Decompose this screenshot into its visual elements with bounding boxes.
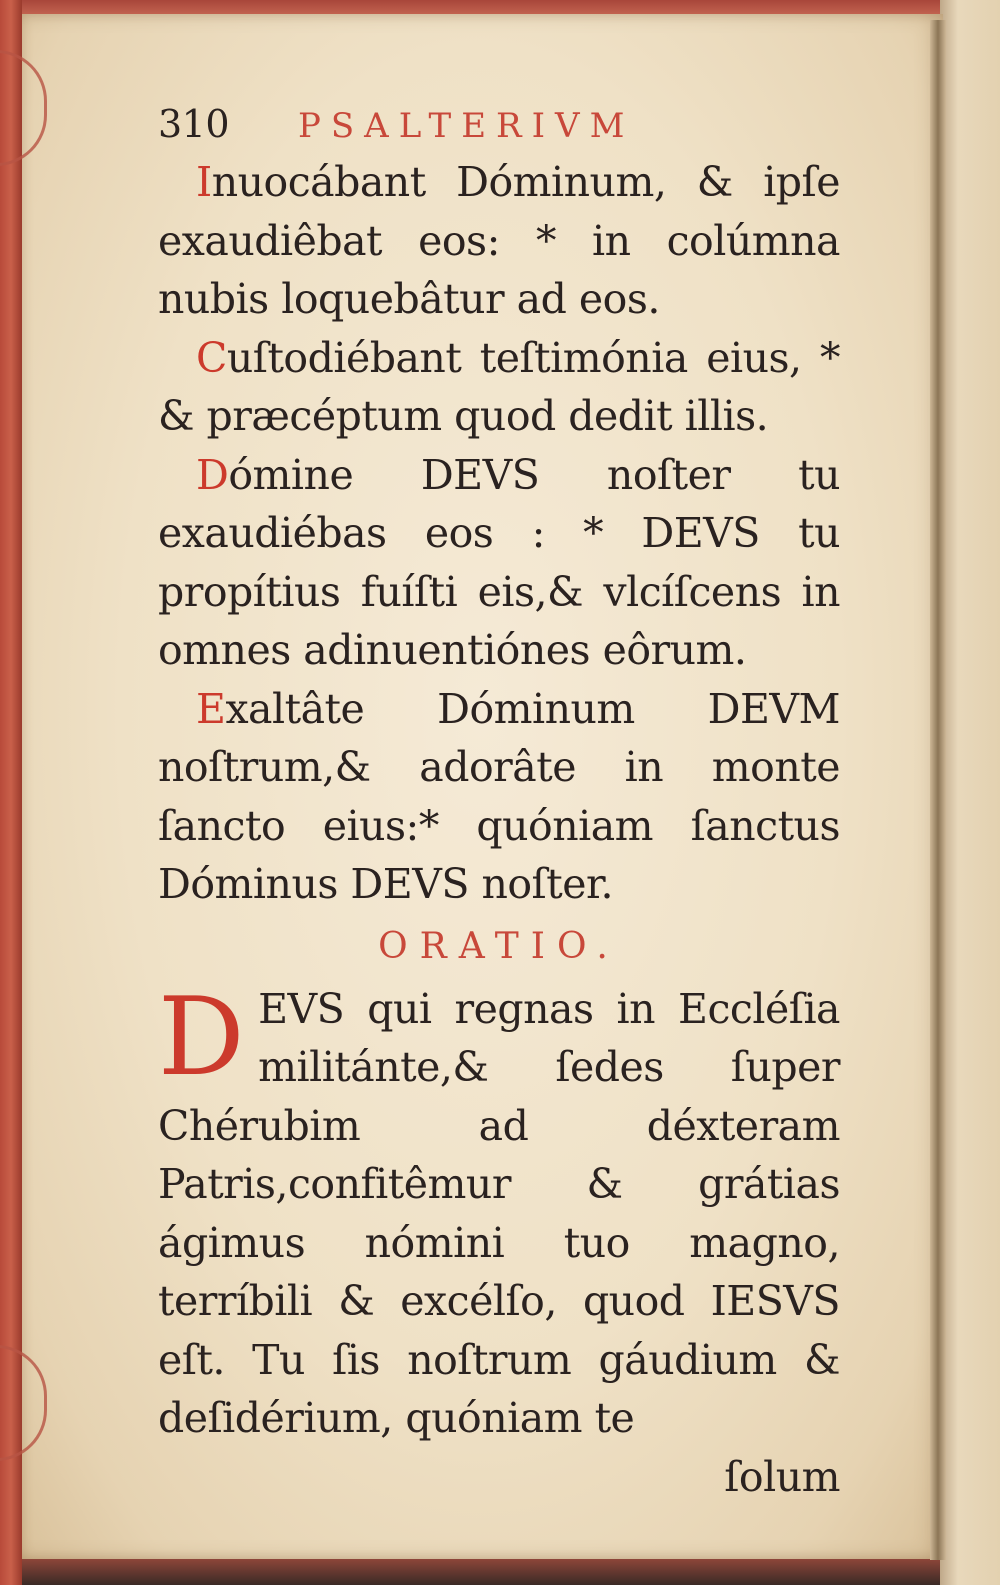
verse-2: [158, 329, 840, 446]
verse-text: ómine DEVS noſter tu exaudiébas eos : * DEVS tu propítius fuíſti eis,& vlcíſcens in omnes adinuentiónes eôrum.: [158, 450, 840, 674]
page-header: [140, 95, 840, 153]
page-text: [140, 95, 840, 1506]
page-number: 310: [158, 102, 230, 146]
verse-3: [158, 446, 840, 680]
oratio-heading: ORATIO.: [378, 925, 620, 967]
verse-text: nuocábant Dóminum, & ipſe exaudiêbat eos: * in colúmna nubis loquebâtur ad eos.: [158, 158, 840, 323]
verse-initial: D: [196, 450, 229, 499]
verse-1: [158, 153, 840, 329]
running-title: PSALTERIVM: [298, 106, 635, 146]
verse-4: [158, 680, 840, 914]
verse-initial: I: [196, 158, 212, 206]
verse-initial: E: [196, 684, 226, 733]
oratio-prayer: [158, 974, 840, 1448]
book-gutter: [930, 20, 946, 1560]
adjacent-page: [940, 0, 1000, 1585]
verse-text: xaltâte Dóminum DEVM noſtrum,& adorâte in monte ſancto eius:* quóniam ſanctus Dóminus DEVS noſter.: [158, 684, 840, 908]
catchword: ſolum: [724, 1452, 840, 1501]
drop-cap: D: [158, 974, 245, 1100]
verse-text: uſtodiébant teſtimónia eius, * & præcéptum quod dedit illis.: [158, 333, 840, 440]
page-edge-bottom: [0, 1555, 1000, 1585]
verse-initial: C: [196, 333, 227, 382]
prayer-text: EVS qui regnas in Eccléſia militánte,& ſedes ſuper Chérubim ad déxteram Patris,confitêmur & grátias ágimus nómini tuo magno, terríbili & excélſo, quod IESVS eſt. Tu ſis noſtrum gáudium & deſidérium, quóniam te: [158, 984, 840, 1442]
